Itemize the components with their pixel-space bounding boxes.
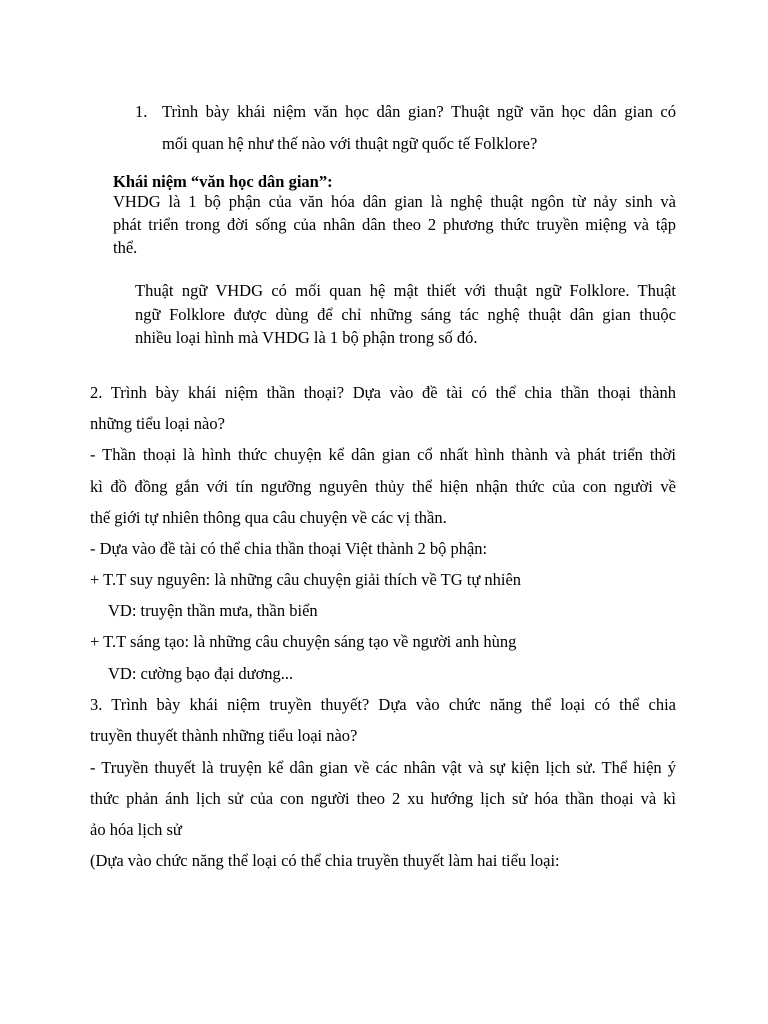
- q2-type-1-example: VD: truyện thần mưa, thần biển: [108, 601, 318, 620]
- q1-question-line-2: mối quan hệ như thế nào với thuật ngữ quốc tế Folklore?: [162, 134, 538, 153]
- concept-definition-line-1: VHDG là 1 bộ phận của văn hóa dân gian là nghệ thuật ngôn từ nảy sinh và: [113, 192, 676, 211]
- concept-definition-line-3: thể.: [113, 238, 138, 257]
- relation-line-1: Thuật ngữ VHDG có mối quan hệ mật thiết với thuật ngữ Folklore. Thuật: [135, 281, 676, 300]
- q2-question-line-1: 2. Trình bày khái niệm thần thoại? Dựa vào đề tài có thể chia thần thoại thành: [90, 383, 676, 402]
- q1-question-line-1: Trình bày khái niệm văn học dân gian? Thuật ngữ văn học dân gian có: [162, 102, 676, 121]
- q3-division-line: (Dựa vào chức năng thể loại có thể chia truyền thuyết làm hai tiểu loại:: [90, 851, 560, 870]
- q3-definition-line-3: ảo hóa lịch sử: [90, 820, 182, 839]
- q2-type-2-example: VD: cường bạo đại dương...: [108, 664, 294, 683]
- relation-line-2: ngữ Folklore được dùng để chỉ những sáng tác nghệ thuật dân gian thuộc: [135, 305, 676, 324]
- q2-type-1: + T.T suy nguyên: là những câu chuyện giải thích về TG tự nhiên: [90, 570, 522, 589]
- q2-definition-line-2: kì đồ đồng gắn với tín ngưỡng nguyên thủy thể hiện nhận thức của con người về: [90, 477, 676, 496]
- relation-line-3: nhiều loại hình mà VHDG là 1 bộ phận trong số đó.: [135, 328, 478, 347]
- q3-question-line-2: truyền thuyết thành những tiểu loại nào?: [90, 726, 358, 745]
- q2-definition-line-3: thế giới tự nhiên thông qua câu chuyện về các vị thần.: [90, 508, 447, 527]
- q2-type-2: + T.T sáng tạo: là những câu chuyện sáng tạo về người anh hùng: [90, 632, 517, 651]
- concept-heading: Khái niệm “văn học dân gian”:: [113, 172, 333, 191]
- q2-division-line: - Dựa vào đề tài có thể chia thần thoại Việt thành 2 bộ phận:: [90, 539, 488, 558]
- q3-definition-line-2: thức phản ánh lịch sử của con người theo 2 xu hướng lịch sử hóa thần thoại và kì: [90, 789, 676, 808]
- q2-question-line-2: những tiểu loại nào?: [90, 414, 225, 433]
- q3-definition-line-1: - Truyền thuyết là truyện kể dân gian về các nhân vật và sự kiện lịch sử. Thể hiện ý: [90, 758, 676, 777]
- q3-question-line-1: 3. Trình bày khái niệm truyền thuyết? Dựa vào chức năng thể loại có thể chia: [90, 695, 676, 714]
- q2-definition-line-1: - Thần thoại là hình thức chuyện kể dân gian cổ nhất hình thành và phát triển thời: [90, 445, 676, 464]
- q1-number: 1.: [135, 102, 148, 121]
- concept-definition-line-2: phát triển trong đời sống của nhân dân theo 2 phương thức truyền miệng và tập: [113, 215, 676, 234]
